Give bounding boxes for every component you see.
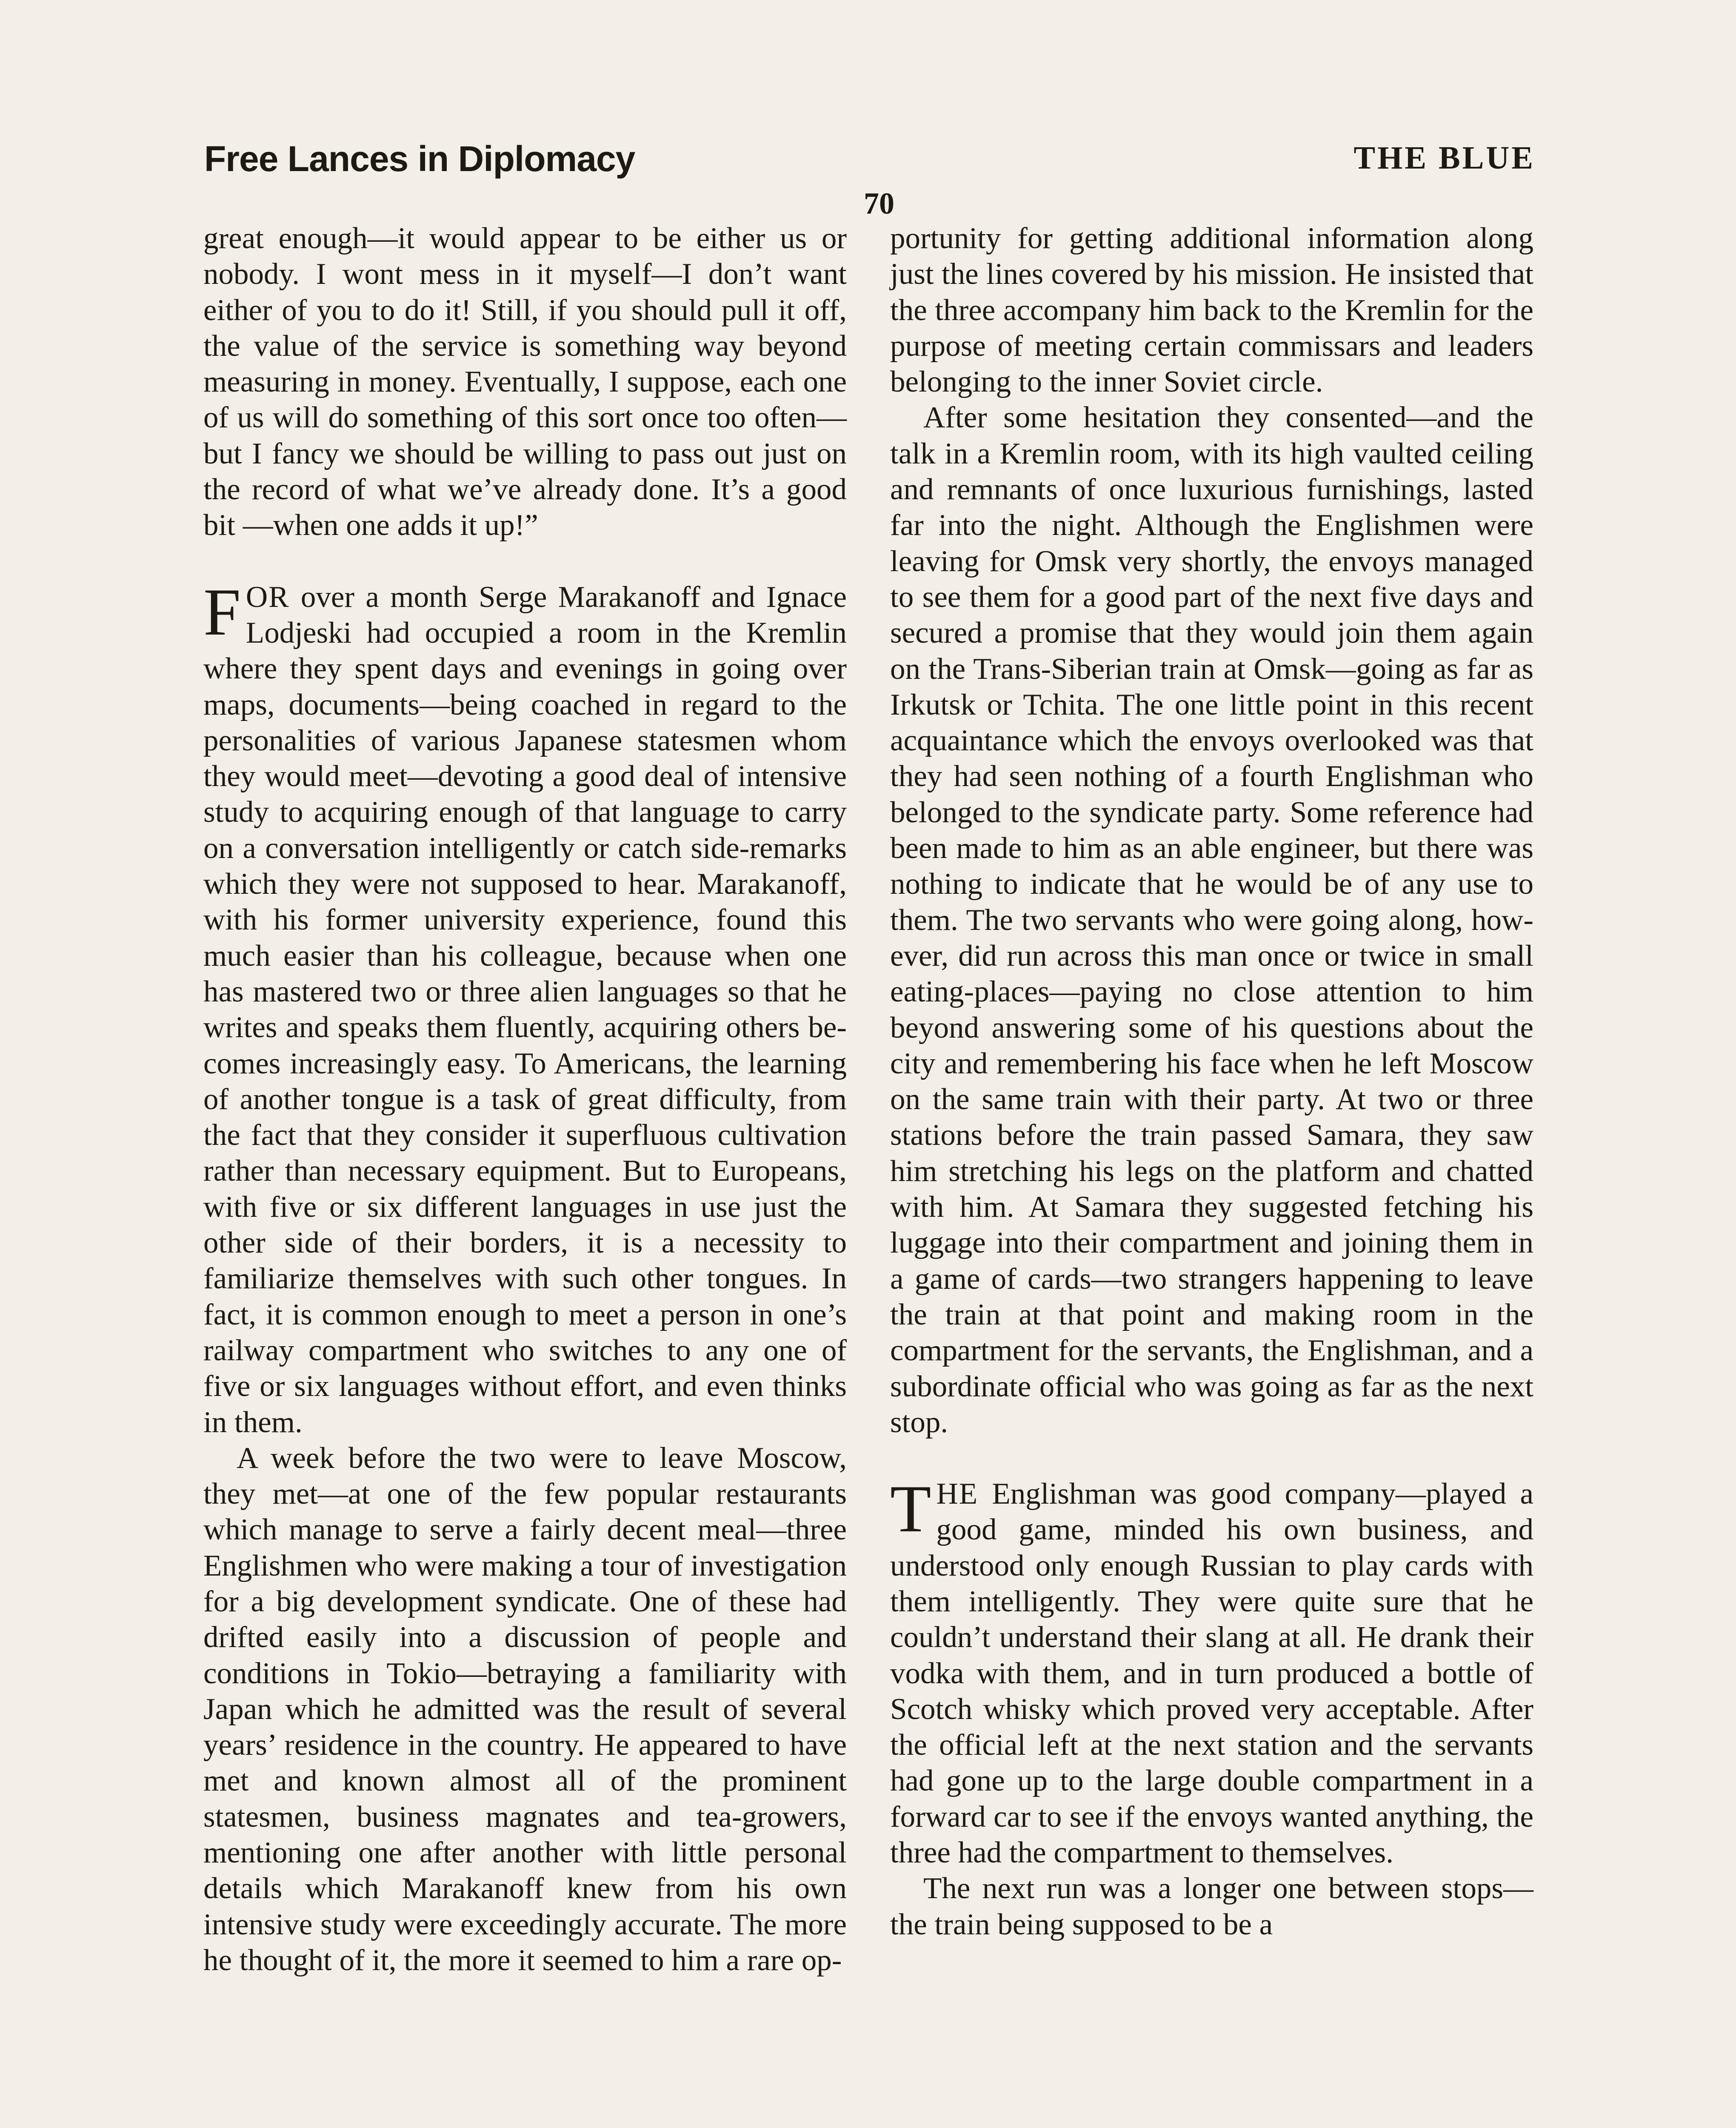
drop-cap: F <box>203 575 241 649</box>
paragraph: The next run was a longer one between stops—the train being supposed to be a <box>890 1872 1533 1941</box>
small-caps-lead: OR <box>246 580 290 614</box>
section-opening-paragraph <box>203 575 847 1440</box>
paragraph-text: over a month Serge Marakanoff and Ignace Lodjeski had occupied a room in the Kremlin where they spent days and evenings in going over maps, documents—being coached in regard to the personalities of various Japanese statesmen whom they would meet—devoting a good deal of intensive study to acquiring enough of that language to carry on a conversation intelligently or catch side-remarks which they were not supposed to hear. Marakanoff, with his former university experience, found this much easier than his colleague, because when one has mastered two or three alien languages so that he writes and speaks them fluently, acquiring others becomes increasingly easy. To Americans, the learning of another tongue is a task of great difficulty, from the fact that they consider it superfluous cultivation rather than necessary equipment. But to Europeans, with five or six different languages in use just the other side of their borders, it is a necessity to familiarize themselves with such other tongues. In fact, it is common enough to meet a person in one’s railway compartment who switches to any one of five or six languages without effort, and even thinks in them. <box>203 580 847 1439</box>
paragraph-text: Englishman was good company—played a good game, minded his own business, and understood only enough Russian to play cards with them intelligently. They were quite sure that he couldn’t understand their slang at all. He drank their vodka with them, and in turn produced a bottle of Scotch whisky which proved very acceptable. After the official left at the next station and the servants had gone up to the large double compartment in a forward car to see if the envoys wanted anything, the three had the compartment to themselves. <box>890 1477 1533 1870</box>
running-title: Free Lances in Diplomacy <box>204 139 635 179</box>
drop-cap: T <box>890 1472 931 1547</box>
paragraph: After some hesitation they consented—and the talk in a Kremlin room, with its high vaulted ceiling and remnants of once luxurious furnishings, lasted far into the night. Although the Englishmen were leaving for Omsk very shortly, the envoys managed to see them for a good part of the next five days and secured a promise that they would join them again on the Trans-Siberian train at Omsk—going as far as Irkutsk or Tchita. The one little point in this recent acquaintance which the envoys overlooked was that they had seen nothing of a fourth Englishman who belonged to the syndicate party. Some reference had been made to him as an able engineer, but there was nothing to indicate that he would be of any use to them. The two servants who were going along, however, did run across this man once or twice in small eating-places—paying no close attention to him beyond answering some of his questions about the city and remembering his face when he left Moscow on the same train with their party. At two or three stations before the train passed Samara, they saw him stretching his legs on the platform and chatted with him. At Samara they suggested fetching his luggage into their compartment and joining them in a game of cards—two strangers happening to leave the train at that point and making room in the compartment for the servants, the Englishman, and a subordinate official who was going as far as the next stop. <box>890 401 1533 1439</box>
paragraph: A week before the two were to leave Moscow, they met—at one of the few popular restaurants which manage to serve a fairly decent meal—three Englishmen who were making a tour of investigation for a big development syndicate. One of these had drifted easily into a discussion of people and conditions in Tokio—betraying a familiarity with Japan which he admitted was the result of several years’ residence in the country. He appeared to have met and known almost all of the prominent statesmen, business magnates and tea-growers, mentioning one after another with little personal details which Marakanoff knew from his own intensive study were exceedingly accurate. The more he thought of it, the more it seemed to him a rare op- <box>203 1441 847 1977</box>
small-caps-lead: HE <box>936 1477 979 1511</box>
left-column <box>203 220 847 1978</box>
magazine-name: THE BLUE <box>1353 140 1535 176</box>
section-opening-paragraph <box>890 1472 1533 1871</box>
paragraph: great enough—it would appear to be either us or nobody. I wont mess in it myself—I don’t want either of you to do it! Still, if you should pull it off, the value of the service is something way beyond measuring in money. Eventually, I suppose, each one of us will do something of this sort once too often—but I fancy we should be willing to pass out just on the record of what we’ve already done. It’s a good bit —when one adds it up!” <box>203 222 847 542</box>
right-column <box>890 220 1533 1942</box>
page-number: 70 <box>864 186 894 220</box>
paragraph: portunity for getting additional information along just the lines covered by his mission. He insisted that the three accompany him back to the Kremlin for the purpose of meeting certain commissars and leaders belonging to the inner Soviet circle. <box>890 222 1533 399</box>
